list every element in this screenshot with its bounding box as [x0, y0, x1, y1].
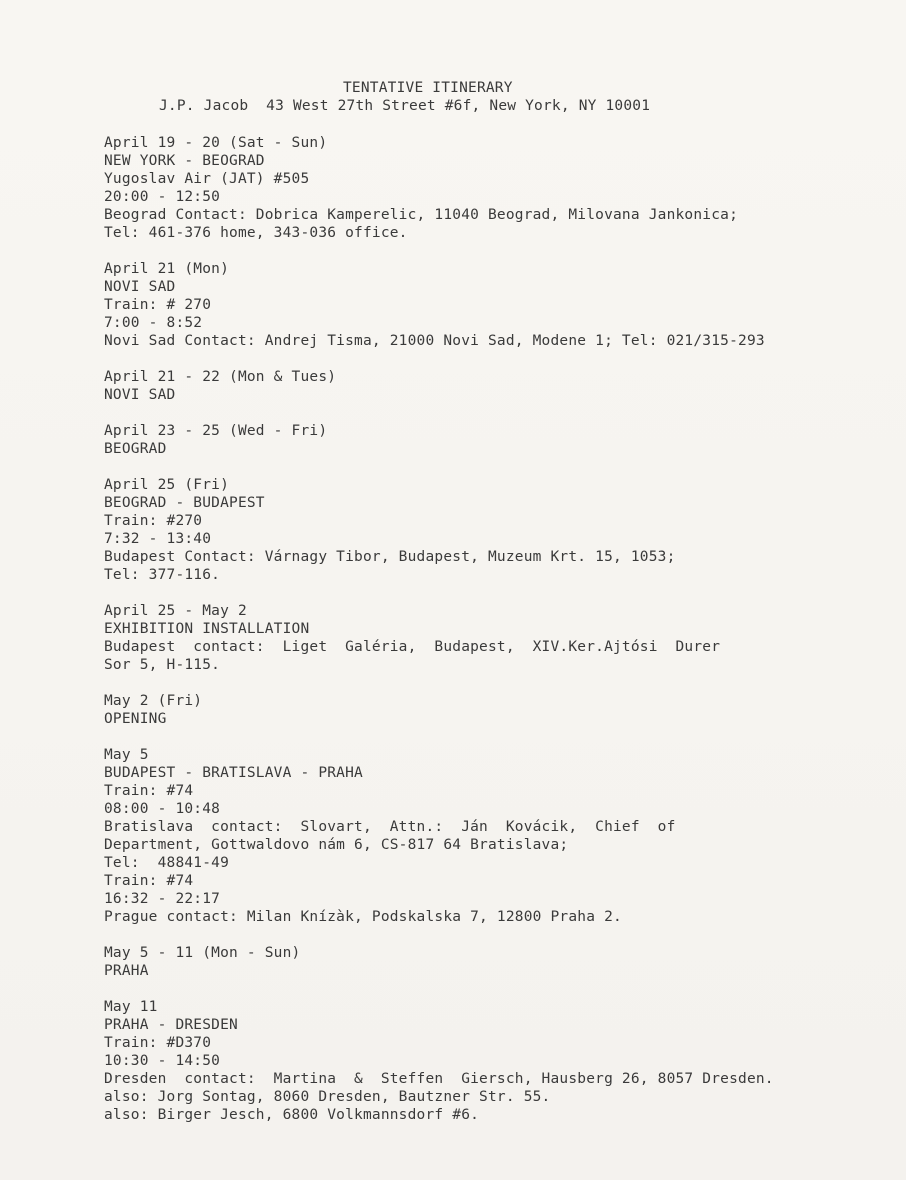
- entry-date: April 21 (Mon): [104, 261, 230, 277]
- entry-time: 7:32 - 13:40: [104, 531, 212, 547]
- entry-contact: Bratislava contact: Slovart, Attn.: Ján Kovácik, Chief of: [104, 819, 676, 835]
- entry-transport: Yugoslav Air (JAT) #505: [104, 171, 310, 187]
- entry-date: April 19 - 20 (Sat - Sun): [104, 135, 328, 151]
- entry-transport: Train: #D370: [104, 1035, 212, 1051]
- entry-date: April 21 - 22 (Mon & Tues): [104, 369, 337, 385]
- entry-event: OPENING: [104, 711, 167, 727]
- itinerary-entry: [104, 692, 904, 728]
- entry-transport: Train: #74: [104, 873, 194, 889]
- entry-contact: Dresden contact: Martina & Steffen Giersch, Hausberg 26, 8057 Dresden.: [104, 1071, 774, 1087]
- entry-transport: Train: # 270: [104, 297, 212, 313]
- entry-event: EXHIBITION INSTALLATION: [104, 621, 310, 637]
- entry-contact-tel: Tel: 377-116.: [104, 567, 221, 583]
- itinerary-entry: [104, 476, 904, 584]
- entry-route: BEOGRAD - BUDAPEST: [104, 495, 265, 511]
- itinerary-entry: [104, 746, 904, 926]
- entry-date: April 25 - May 2: [104, 603, 247, 619]
- entry-contact: Budapest Contact: Várnagy Tibor, Budapest, Muzeum Krt. 15, 1053;: [104, 549, 676, 565]
- entry-route: PRAHA - DRESDEN: [104, 1017, 238, 1033]
- entry-date: May 5: [104, 747, 149, 763]
- entry-time: 08:00 - 10:48: [104, 801, 221, 817]
- entry-route: PRAHA: [104, 963, 149, 979]
- entry-contact: Budapest contact: Liget Galéria, Budapest, XIV.Ker.Ajtósi Durer: [104, 639, 721, 655]
- entry-date: April 25 (Fri): [104, 477, 230, 493]
- entry-time: 16:32 - 22:17: [104, 891, 221, 907]
- entry-contact-alt: also: Birger Jesch, 6800 Volkmannsdorf #6.: [104, 1107, 480, 1123]
- entry-route: NEW YORK - BEOGRAD: [104, 153, 265, 169]
- traveler-address: J.P. Jacob 43 West 27th Street #6f, New York, NY 10001: [159, 98, 651, 114]
- entry-contact-tel: Tel: 461-376 home, 343-036 office.: [104, 225, 408, 241]
- itinerary-entry: [104, 422, 904, 458]
- itinerary-header: [0, 79, 906, 115]
- entry-contact-address: Sor 5, H-115.: [104, 657, 221, 673]
- entry-route: BUDAPEST - BRATISLAVA - PRAHA: [104, 765, 363, 781]
- entry-route: BEOGRAD: [104, 441, 167, 457]
- entry-route: NOVI SAD: [104, 387, 176, 403]
- entry-time: 20:00 - 12:50: [104, 189, 221, 205]
- entry-date: May 11: [104, 999, 158, 1015]
- itinerary-entry: [104, 998, 904, 1124]
- entry-contact: Beograd Contact: Dobrica Kamperelic, 11040 Beograd, Milovana Jankonica;: [104, 207, 739, 223]
- entry-time: 7:00 - 8:52: [104, 315, 203, 331]
- entry-contact-tel: Tel: 48841-49: [104, 855, 230, 871]
- entry-date: April 23 - 25 (Wed - Fri): [104, 423, 328, 439]
- entry-date: May 2 (Fri): [104, 693, 203, 709]
- itinerary-body: [104, 134, 904, 1124]
- itinerary-entry: [104, 602, 904, 674]
- entry-contact: Novi Sad Contact: Andrej Tisma, 21000 Novi Sad, Modene 1; Tel: 021/315-293: [104, 333, 765, 349]
- entry-contact-address: Department, Gottwaldovo nám 6, CS-817 64 Bratislava;: [104, 837, 569, 853]
- itinerary-entry: [104, 134, 904, 242]
- entry-contact-alt: also: Jorg Sontag, 8060 Dresden, Bautzner Str. 55.: [104, 1089, 551, 1105]
- entry-transport: Train: #74: [104, 783, 194, 799]
- entry-time: 10:30 - 14:50: [104, 1053, 221, 1069]
- itinerary-entry: [104, 368, 904, 404]
- entry-date: May 5 - 11 (Mon - Sun): [104, 945, 301, 961]
- itinerary-entry: [104, 944, 904, 980]
- itinerary-entry: [104, 260, 904, 350]
- entry-route: NOVI SAD: [104, 279, 176, 295]
- entry-transport: Train: #270: [104, 513, 203, 529]
- entry-contact: Prague contact: Milan Knízàk, Podskalska 7, 12800 Praha 2.: [104, 909, 622, 925]
- itinerary-title: TENTATIVE ITINERARY: [343, 80, 513, 96]
